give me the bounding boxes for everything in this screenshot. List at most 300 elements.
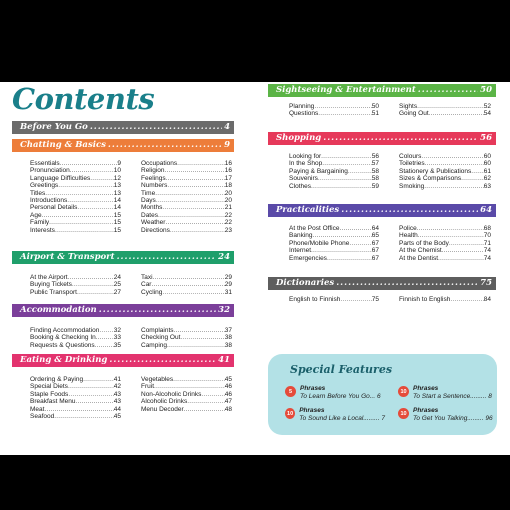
leader-dots <box>417 225 484 232</box>
leader-dots <box>70 167 114 174</box>
toc-entry-page: 52 <box>483 103 491 110</box>
leader-dots <box>311 183 372 190</box>
toc-entry[interactable] <box>30 227 121 234</box>
toc-entry[interactable] <box>30 391 121 398</box>
toc-entry[interactable] <box>141 334 232 341</box>
leader-dots <box>151 281 224 288</box>
toc-entry-label: Paying & Bargaining <box>289 167 348 175</box>
toc-entry-label: Sights <box>399 103 418 110</box>
shopping-col-1 <box>289 153 379 190</box>
leader-dots <box>318 175 372 182</box>
toc-entry-page: 46 <box>224 383 232 391</box>
toc-entry-page: 44 <box>113 405 121 413</box>
toc-entry-label: Parts of the Body <box>399 239 449 247</box>
feature-page: 96 <box>485 415 493 422</box>
toc-entry[interactable] <box>141 327 232 334</box>
toc-entry-label: Titles <box>30 189 46 197</box>
airport-col-1 <box>30 274 121 296</box>
leader-dots <box>60 160 118 167</box>
toc-entry[interactable] <box>141 406 232 413</box>
toc-entry-label: Stationery & Publications <box>399 167 472 175</box>
toc-entry-label: Staple Foods <box>30 390 69 398</box>
toc-entry[interactable] <box>289 255 379 262</box>
leader-dots <box>72 281 114 288</box>
feature-desc: To Learn Before You Go <box>300 393 370 400</box>
toc-entry[interactable] <box>30 327 121 334</box>
toc-entry-page: 62 <box>483 175 491 183</box>
toc-entry[interactable] <box>399 175 491 182</box>
leader-dots <box>170 227 225 234</box>
leader-dots <box>67 197 114 204</box>
toc-entry-page: 14 <box>113 197 121 205</box>
section-airport-transport[interactable] <box>12 251 234 264</box>
toc-entry-label: Essentials <box>30 160 60 167</box>
toc-entry-label: Occupations <box>141 160 178 167</box>
toc-entry-page: 16 <box>224 160 232 167</box>
leader-dots <box>77 289 114 296</box>
leader-dots <box>173 376 225 383</box>
leader-dots <box>201 391 224 398</box>
toc-entry[interactable] <box>289 103 379 110</box>
toc-entry-label: Non-Alcoholic Drinks <box>141 390 202 398</box>
toc-entry-label: Health <box>399 232 418 240</box>
toc-entry-label: English to Finnish <box>289 296 341 303</box>
toc-entry-page: 15 <box>113 219 121 227</box>
toc-entry-page: 60 <box>483 160 491 168</box>
toc-entry[interactable] <box>30 204 121 211</box>
toc-entry[interactable] <box>30 175 121 182</box>
toc-entry-page: 38 <box>224 341 232 349</box>
feature-page: 6 <box>376 393 381 400</box>
toc-entry-label: Greetings <box>30 182 59 190</box>
toc-entry[interactable] <box>289 175 379 182</box>
toc-entry-page: 65 <box>371 232 379 240</box>
toc-entry[interactable] <box>30 219 121 226</box>
toc-entry-page: 24 <box>113 274 121 281</box>
toc-entry-label: Emergencies <box>289 254 327 262</box>
section-eating-drinking[interactable] <box>12 354 234 367</box>
leader-dots <box>442 247 484 254</box>
toc-entry-page: 18 <box>224 182 232 190</box>
toc-entry-label: Fruit <box>141 383 154 391</box>
toc-entry-label: Internet <box>289 247 312 255</box>
leader-dots <box>165 167 225 174</box>
toc-entry-label: Personal Details <box>30 204 78 212</box>
feature-number-badge: 10 <box>398 408 409 419</box>
toc-entry-label: Ordering & Paying <box>30 376 84 383</box>
toc-entry-page: 70 <box>483 232 491 240</box>
toc-entry[interactable] <box>141 342 232 349</box>
toc-entry-label: In the Shop <box>289 160 323 168</box>
toc-entry[interactable] <box>141 197 232 204</box>
toc-entry[interactable] <box>30 342 121 349</box>
toc-entry-page: 13 <box>113 182 121 190</box>
airport-col-2 <box>141 274 232 296</box>
toc-entry[interactable] <box>289 225 379 232</box>
toc-entry-label: Religion <box>141 167 165 175</box>
special-feature-item[interactable]: 10 Phrases To Sound Like a Local ......... 7 <box>285 407 385 423</box>
section-dictionaries[interactable] <box>268 277 496 290</box>
toc-entry[interactable] <box>141 175 232 182</box>
toc-entry-label: Banking <box>289 232 313 240</box>
toc-entry-label: Sizes & Comparisons <box>399 175 462 183</box>
leader-dots <box>68 274 114 281</box>
toc-entry-label: Dates <box>141 211 158 219</box>
leader-dots <box>424 183 483 190</box>
feature-heading: Phrases <box>300 385 326 392</box>
toc-entry-page: 45 <box>113 413 121 421</box>
toc-entry[interactable] <box>141 219 232 226</box>
leader-dots <box>154 383 225 390</box>
toc-entry[interactable] <box>141 190 232 197</box>
toc-entry-label: Camping <box>141 341 168 349</box>
feature-page: 8 <box>488 393 492 400</box>
toc-entry-label: Looking for <box>289 153 322 160</box>
leader-dots <box>425 160 484 167</box>
leader-dots <box>68 391 113 398</box>
toc-entry-label: At the Airport <box>30 274 68 281</box>
toc-entry[interactable] <box>289 240 379 247</box>
toc-entry[interactable] <box>399 296 491 303</box>
leader-dots <box>162 289 224 296</box>
toc-entry-page: 48 <box>224 405 232 413</box>
practicalities-col-1 <box>289 225 379 262</box>
toc-entry-page: 67 <box>371 247 379 255</box>
toc-entry-label: Car <box>141 281 152 289</box>
toc-entry-label: Feelings <box>141 174 166 182</box>
toc-entry-page: 74 <box>483 247 491 255</box>
toc-entry-label: Special Diets <box>30 383 68 391</box>
leader-dots <box>44 406 113 413</box>
toc-entry-page: 61 <box>483 167 491 175</box>
toc-entry-page: 9 <box>117 160 121 167</box>
toc-entry-label: Cycling <box>141 288 163 296</box>
leader-dots <box>83 376 114 383</box>
feature-desc: To Get You Talking <box>413 415 468 422</box>
leader-dots <box>158 212 225 219</box>
toc-entry-label: Toiletries <box>399 160 425 168</box>
leader-dots <box>450 296 483 303</box>
section-name: Sightseeing & Entertainment <box>276 85 416 95</box>
leader-dots <box>313 232 372 239</box>
toc-entry-page: 59 <box>371 182 379 190</box>
toc-entry-page: 58 <box>371 167 379 175</box>
special-feature-item[interactable]: 10 Phrases To Get You Talking ......... 96 <box>398 407 494 423</box>
section-shopping[interactable] <box>268 132 496 145</box>
toc-entry-page: 22 <box>224 211 232 219</box>
toc-entry-page: 84 <box>483 296 491 303</box>
toc-entry[interactable] <box>289 110 379 117</box>
toc-entry-page: 23 <box>224 226 232 234</box>
toc-entry[interactable] <box>289 153 379 160</box>
toc-entry-label: At the Dentist <box>399 254 439 262</box>
toc-entry-label: At the Post Office <box>289 225 340 232</box>
toc-entry-label: Alcoholic Drinks <box>141 398 188 406</box>
toc-entry-label: Questions <box>289 110 319 118</box>
toc-entry-label: Meat <box>30 405 45 413</box>
toc-entry-label: Interests <box>30 226 55 234</box>
toc-entry-page: 75 <box>371 296 379 303</box>
toc-entry-page: 15 <box>113 211 121 219</box>
toc-entry-label: Taxi <box>141 274 153 281</box>
toc-entry-label: Police <box>399 225 417 232</box>
section-accommodation[interactable] <box>12 304 234 317</box>
toc-entry[interactable] <box>141 398 232 405</box>
toc-entry[interactable] <box>30 398 121 405</box>
leader-dots <box>421 153 483 160</box>
leader-dots <box>180 334 224 341</box>
toc-entry[interactable] <box>30 376 121 383</box>
toc-entry-label: Phone/Mobile Phone <box>289 239 350 247</box>
toc-entry[interactable] <box>399 110 491 117</box>
leader-dots <box>165 219 224 226</box>
toc-entry-page: 56 <box>371 153 379 160</box>
leader-dots <box>187 398 225 405</box>
toc-entry-label: Seafood <box>30 413 55 421</box>
toc-entry-label: Family <box>30 219 50 227</box>
section-sightseeing-entertainment[interactable] <box>268 84 496 97</box>
dictionaries-col-2 <box>399 296 491 303</box>
toc-entry[interactable] <box>289 232 379 239</box>
leader-dots <box>153 274 225 281</box>
toc-entry[interactable] <box>399 153 491 160</box>
leader-dots <box>417 103 484 110</box>
toc-entry-page: 63 <box>483 182 491 190</box>
toc-entry-label: Introductions <box>30 197 68 205</box>
section-page: 9 <box>224 140 230 150</box>
shopping-col-2 <box>399 153 491 190</box>
leader-dots <box>95 342 114 349</box>
toc-entry[interactable] <box>399 232 491 239</box>
leader-dots <box>55 227 114 234</box>
toc-entry-page: 10 <box>113 167 121 175</box>
toc-entry[interactable] <box>30 160 121 167</box>
toc-entry[interactable] <box>30 289 121 296</box>
special-features-box <box>268 354 497 435</box>
toc-entry[interactable] <box>30 197 121 204</box>
toc-entry-page: 68 <box>483 225 491 232</box>
section-name: Practicalities <box>276 205 340 215</box>
page-title: Contents <box>12 82 155 116</box>
toc-entry-label: Language Difficulties <box>30 174 91 182</box>
toc-entry[interactable] <box>289 168 379 175</box>
toc-entry-label: Booking & Checking In <box>30 334 96 342</box>
toc-entry[interactable] <box>289 160 379 167</box>
leader-dots <box>54 413 114 420</box>
toc-entry-page: 74 <box>483 254 491 262</box>
toc-entry[interactable] <box>141 289 232 296</box>
section-page: 41 <box>218 355 230 365</box>
section-page: 56 <box>480 133 492 143</box>
section-chatting-basics[interactable] <box>12 139 234 152</box>
chatting-col-2 <box>141 160 232 234</box>
leader-dots <box>418 232 484 239</box>
feature-number-badge: 5 <box>285 386 296 397</box>
leader-dots <box>167 182 224 189</box>
leader-dots <box>68 383 114 390</box>
leader-dots <box>49 219 114 226</box>
leader-dots <box>156 197 225 204</box>
toc-entry-page: 60 <box>483 153 491 160</box>
toc-entry[interactable] <box>289 183 379 190</box>
toc-entry-page: 42 <box>113 383 121 391</box>
feature-heading: Phrases <box>413 385 439 392</box>
special-feature-item[interactable]: 5 Phrases To Learn Before You Go ... 6 <box>285 385 385 401</box>
toc-entry[interactable] <box>30 383 121 390</box>
leader-dots <box>177 160 225 167</box>
toc-entry[interactable] <box>399 240 491 247</box>
leader-dots <box>58 182 114 189</box>
toc-entry-label: Pronunciation <box>30 167 70 175</box>
toc-entry[interactable] <box>30 212 121 219</box>
sightseeing-col-1 <box>289 103 379 118</box>
section-name: Accommodation <box>20 305 97 315</box>
leader-dots <box>318 110 371 117</box>
toc-entry-label: Complaints <box>141 327 174 334</box>
toc-entry-label: Numbers <box>141 182 168 190</box>
feature-number-badge: 10 <box>398 386 409 397</box>
section-page: 32 <box>218 305 230 315</box>
feature-page: 7 <box>381 415 385 422</box>
toc-entry[interactable] <box>141 281 232 288</box>
toc-entry[interactable] <box>30 334 121 341</box>
leader-dots <box>162 204 224 211</box>
toc-entry-page: 43 <box>113 390 121 398</box>
toc-entry[interactable] <box>399 255 491 262</box>
toc-entry[interactable] <box>289 247 379 254</box>
toc-entry[interactable] <box>141 391 232 398</box>
leader-dots <box>321 153 372 160</box>
toc-entry-label: At the Chemist <box>399 247 442 255</box>
toc-entry[interactable] <box>141 227 232 234</box>
feature-desc: To Start a Sentence <box>413 393 471 400</box>
toc-entry[interactable] <box>141 274 232 281</box>
toc-entry-page: 27 <box>113 288 121 296</box>
leader-dots <box>90 175 114 182</box>
leader-dots <box>340 296 371 303</box>
section-name: Eating & Drinking <box>20 355 108 365</box>
leader-dots <box>449 240 484 247</box>
toc-entry-page: 50 <box>371 103 379 110</box>
toc-entry-label: Weather <box>141 219 166 227</box>
toc-entry-label: Breakfast Menu <box>30 398 76 406</box>
toc-entry-page: 41 <box>113 376 121 383</box>
toc-entry-page: 16 <box>224 167 232 175</box>
leader-dots <box>96 334 114 341</box>
leader-dots <box>42 212 114 219</box>
toc-entry[interactable] <box>30 167 121 174</box>
feature-number-badge: 10 <box>285 408 295 419</box>
section-page: 4 <box>224 122 230 132</box>
feature-desc: To Sound Like a Local <box>299 415 364 422</box>
toc-entry[interactable] <box>141 376 232 383</box>
toc-entry-page: 37 <box>224 327 232 334</box>
toc-entry-label: Clothes <box>289 182 312 190</box>
toc-entry[interactable] <box>399 168 491 175</box>
special-features-title: Special Features <box>290 363 393 376</box>
leader-dots <box>461 175 484 182</box>
leader-dots <box>76 398 114 405</box>
toc-entry[interactable] <box>30 274 121 281</box>
leader-dots <box>166 175 225 182</box>
toc-entry-label: Finding Accommodation <box>30 327 100 334</box>
leader-dots <box>471 168 484 175</box>
toc-entry-page: 29 <box>224 281 232 289</box>
toc-entry[interactable] <box>141 160 232 167</box>
toc-entry[interactable] <box>30 182 121 189</box>
toc-entry-label: Time <box>141 189 156 197</box>
section-practicalities[interactable] <box>268 204 496 217</box>
toc-entry-label: Souvenirs <box>289 175 318 183</box>
toc-entry[interactable] <box>30 406 121 413</box>
toc-entry-label: Finnish to English <box>399 296 451 303</box>
toc-entry-label: Going Out <box>399 110 429 118</box>
toc-entry[interactable] <box>399 160 491 167</box>
leader-dots <box>45 190 113 197</box>
leader-dots <box>349 240 371 247</box>
section-before-you-go[interactable] <box>12 121 234 134</box>
toc-entry[interactable] <box>141 182 232 189</box>
contents-page <box>0 82 510 455</box>
leader-dots <box>429 110 484 117</box>
toc-entry[interactable] <box>399 247 491 254</box>
toc-entry-page: 32 <box>113 327 121 334</box>
section-name: Shopping <box>276 133 322 143</box>
toc-entry[interactable] <box>399 225 491 232</box>
toc-entry[interactable] <box>141 383 232 390</box>
toc-entry-page: 29 <box>224 274 232 281</box>
leader-dots <box>155 190 225 197</box>
toc-entry-page: 57 <box>371 160 379 168</box>
toc-entry-label: Planning <box>289 103 315 110</box>
special-feature-item[interactable]: 10 Phrases To Start a Sentence ......... 8 <box>398 385 494 401</box>
practicalities-col-2 <box>399 225 491 262</box>
eating-col-1 <box>30 376 121 420</box>
toc-entry-page: 54 <box>483 110 491 118</box>
eating-col-2 <box>141 376 232 413</box>
section-page: 50 <box>480 85 492 95</box>
section-page: 24 <box>218 252 230 262</box>
toc-entry[interactable] <box>399 103 491 110</box>
toc-entry-page: 21 <box>224 204 232 212</box>
toc-entry[interactable] <box>141 204 232 211</box>
toc-entry[interactable] <box>141 212 232 219</box>
toc-entry-page: 47 <box>224 398 232 406</box>
toc-entry-page: 14 <box>113 204 121 212</box>
toc-entry-label: Directions <box>141 226 170 234</box>
leader-dots <box>322 160 372 167</box>
leader-dots <box>348 168 372 175</box>
accommodation-col-2 <box>141 327 232 349</box>
toc-entry-page: 20 <box>224 189 232 197</box>
toc-entry-label: Buying Tickets <box>30 281 72 289</box>
toc-entry[interactable] <box>30 281 121 288</box>
toc-entry[interactable] <box>399 183 491 190</box>
accommodation-col-1 <box>30 327 121 349</box>
toc-entry-page: 38 <box>224 334 232 342</box>
toc-entry-page: 67 <box>371 239 379 247</box>
toc-entry[interactable] <box>141 167 232 174</box>
toc-entry[interactable] <box>30 413 121 420</box>
toc-entry[interactable] <box>289 296 379 303</box>
toc-entry-page: 51 <box>371 110 379 118</box>
toc-entry-page: 25 <box>113 281 121 289</box>
toc-entry-label: Months <box>141 204 163 212</box>
leader-dots <box>339 225 371 232</box>
toc-entry[interactable] <box>30 190 121 197</box>
toc-entry-label: Smoking <box>399 182 425 190</box>
section-name: Before You Go <box>20 122 88 132</box>
